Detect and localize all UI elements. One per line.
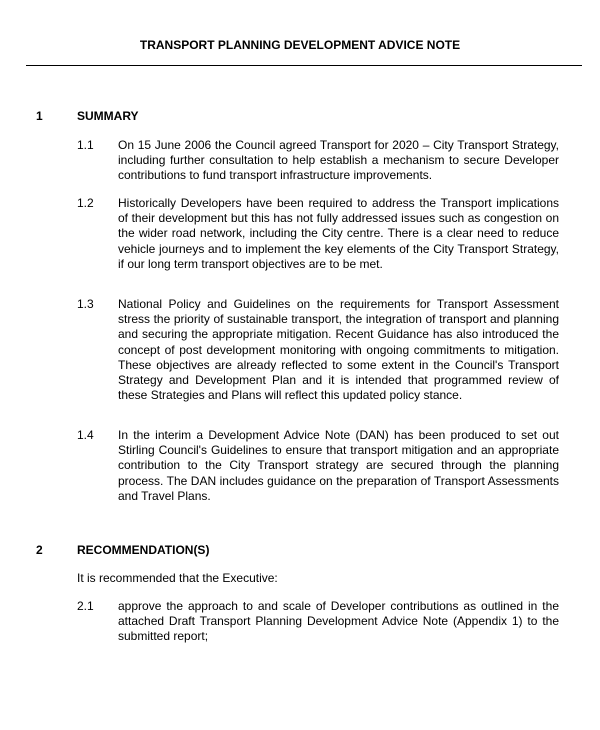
paragraph-text: approve the approach to and scale of Developer contributions as outlined in the attached Draft Transport Planning Development Advice Note (Appendix 1) to the submitted report; <box>118 599 559 644</box>
section-number: 1 <box>36 109 43 123</box>
paragraph-text: Historically Developers have been required to address the Transport implications of their development but this has not fully addressed issues such as congestion on the wider road network, including the City centre. There is a clear need to reduce vehicle journeys and to implement the key elements of the City Transport Strategy, if our long term transport objectives are to be met. <box>118 196 559 271</box>
paragraph-text: On 15 June 2006 the Council agreed Transport for 2020 – City Transport Strategy, including further consultation to help establish a mechanism to secure Developer contributions to fund transport infrastructure improvements. <box>118 138 559 183</box>
paragraph-text: National Policy and Guidelines on the requirements for Transport Assessment stress the priority of sustainable transport, the integration of transport and planning and securing the appropriate mitigation. Recent Guidance has also introduced the concept of post development monitoring with ongoing commitments to mitigation. These objectives are already reflected to some extent in the Council's Transport Strategy and Development Plan and it is intended that programmed review of these Strategies and Plans will reflect this updated policy stance. <box>118 297 559 403</box>
paragraph-number: 1.1 <box>77 138 94 152</box>
paragraph-number: 1.3 <box>77 297 94 311</box>
recommendation-intro: It is recommended that the Executive: <box>77 571 278 585</box>
paragraph-number: 1.4 <box>77 428 94 442</box>
paragraph-number: 1.2 <box>77 196 94 210</box>
section-heading-summary: SUMMARY <box>77 109 139 123</box>
section-number: 2 <box>36 543 43 557</box>
section-heading-recommendations: RECOMMENDATION(S) <box>77 543 210 557</box>
paragraph-number: 2.1 <box>77 599 94 613</box>
paragraph-text: In the interim a Development Advice Note (DAN) has been produced to set out Stirling Council's Guidelines to ensure that transport mitigation and an appropriate contribution to the City Transport strategy are secured through the planning process. The DAN includes guidance on the preparation of Transport Assessments and Travel Plans. <box>118 428 559 503</box>
title-divider <box>26 65 582 66</box>
document-title: TRANSPORT PLANNING DEVELOPMENT ADVICE NOTE <box>139 38 461 52</box>
